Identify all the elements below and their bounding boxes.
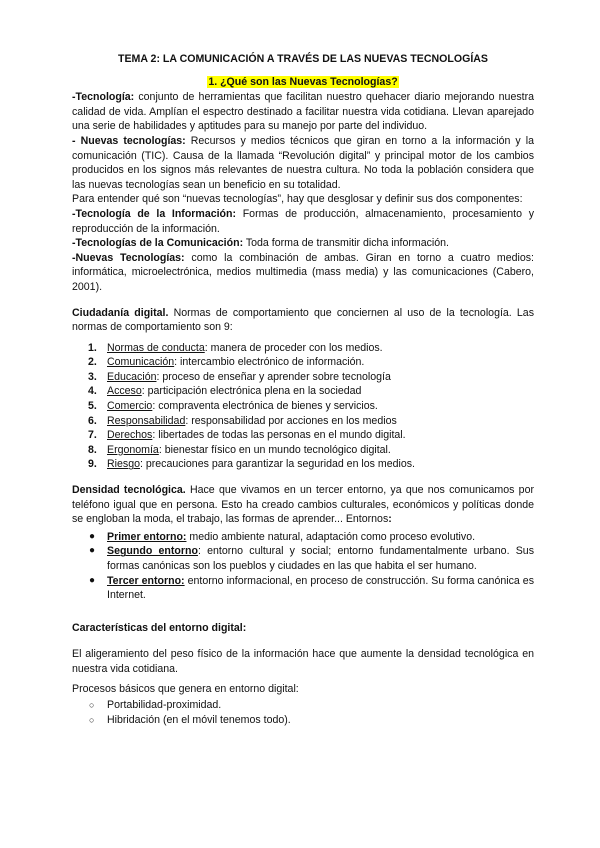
term-tecnologia: -Tecnología: [72,91,135,104]
paragraph-ciudadania [72,306,534,335]
list-item [72,544,534,573]
list-number: 4. [88,385,97,398]
list-desc: : bienestar físico en un mundo tecnológico digital. [158,443,391,456]
list-term: Educación [107,370,157,383]
list-number: 1. [88,341,97,354]
list-term: Comunicación [107,356,175,369]
list-desc: : precauciones para garantizar la seguridad en los medios. [139,458,415,471]
text-nuevas-tecnologias: Recursos y medios técnicos que giran en torno a la información y la comunicación (TIC). Causa de la llamada “Revolución digital” y principal motor de los cambios producidos en los signos más relevantes de nuestra cultura. No toda la población considera que las nuevas tecnologías sean un beneficio en su totalidad. [72,134,535,191]
list-desc: : entorno cultural y social; entorno fundamentalmente urbano. Sus formas canónicas son los pueblos y ciudades en las que habita el ser humano. [107,545,534,572]
list-term: Segundo entorno [107,545,198,558]
text-tecnologias-comunicacion: Toda forma de transmitir dicha información. [243,237,449,250]
spacer [72,603,534,621]
bullet-icon: ● [89,530,96,542]
list-item [72,384,534,399]
list-item [72,399,534,414]
paragraph-procesos: Procesos básicos que genera en entorno digital: [72,682,299,695]
text-densidad: Hace que vivamos en un tercer entorno, ya que nos comunicamos por teléfono igual que en persona. Esto ha creado cambios culturales, económicos y políticas donde se engloban la moda, el trabajo, las formas de aprender... Entornos [72,484,534,526]
bullet-icon: ● [89,574,96,586]
entornos-list [72,530,534,603]
term-tecnologias-comunicacion: -Tecnologías de la Comunicación: [72,237,244,250]
paragraph-tecnologias-comunicacion [72,236,534,251]
circle-bullet-icon: ○ [89,700,95,711]
paragraph-aligeramiento: El aligeramiento del peso físico de la información hace que aumente la densidad tecnológica en nuestra vida cotidiana. [72,648,534,675]
list-term: Comercio [107,400,153,413]
list-number: 3. [88,370,97,383]
list-number: 5. [88,400,97,413]
paragraph-densidad [72,483,534,527]
list-item [72,698,534,713]
text-nuevas-tecnologias-2: como la combinación de ambas. Giran en torno a cuatro medios: informática, microelectrónica, medios multimedia (mass media) y las comunicaciones (Cabero, 2001). [72,251,534,293]
term-tecnologia-informacion: -Tecnología de la Información: [72,207,237,220]
list-term: Acceso [107,385,142,398]
list-item [72,341,534,356]
procesos-list [72,698,534,727]
list-item [72,443,534,458]
list-term: Ergonomía [107,443,159,456]
list-number: 6. [88,414,97,427]
list-desc: : manera de proceder con los medios. [204,341,383,354]
list-item [72,370,534,385]
document-page [72,52,534,727]
heading-text: Características del entorno digital: [72,621,247,634]
text-tecnologia-informacion: Formas de producción, almacenamiento, procesamiento y reproducción de la información. [72,207,534,235]
list-number: 9. [88,458,97,471]
section-heading-wrap [72,75,534,90]
list-desc: : compraventa electrónica de bienes y servicios. [152,400,378,413]
list-item [72,414,534,429]
list-item [72,713,534,728]
list-term: Tercer entorno: [107,574,185,587]
list-desc: : proceso de enseñar y aprender sobre tecnología [156,370,391,383]
list-desc: medio ambiente natural, adaptación como proceso evolutivo. [186,530,476,543]
text-tecnologia: conjunto de herramientas que facilitan nuestro quehacer diario mejorando nuestra calidad de vida. Amplían el espectro destinado a facilitar nuestra vida cotidiana. Llevan aparejado una serie de habilidades y aptitudes para su manejo por parte del individuo. [72,91,534,133]
paragraph-nuevas-tecnologias-2 [72,251,534,295]
spacer [72,295,534,306]
text-ciudadania: Normas de comportamiento que conciernen al uso de la tecnología. Las normas de comportamiento son 9: [72,306,534,334]
list-item [72,355,534,370]
bullet-icon: ● [89,545,96,557]
list-item [72,457,534,472]
list-text: Portabilidad-proximidad. [107,699,222,712]
list-term: Riesgo [107,458,140,471]
list-desc: entorno informacional, en proceso de construcción. Su forma canónica es Internet. [107,574,534,602]
list-item [72,530,534,545]
spacer [72,635,534,647]
list-term: Normas de conducta [107,341,205,354]
paragraph-tecnologia [72,90,534,134]
list-desc: : responsabilidad por acciones en los medios [185,414,397,427]
list-desc: : intercambio electrónico de información. [174,356,365,369]
list-term: Responsabilidad [107,414,186,427]
page-title: TEMA 2: LA COMUNICACIÓN A TRAVÉS DE LAS NUEVAS TECNOLOGÍAS [117,53,488,65]
normas-list [72,341,534,472]
list-text: Hibridación (en el móvil tenemos todo). [107,713,291,726]
list-number: 8. [88,443,97,456]
circle-bullet-icon: ○ [89,714,95,725]
section-heading: 1. ¿Qué son las Nuevas Tecnologías? [208,75,398,88]
list-desc: : libertades de todas las personas en el mundo digital. [152,429,406,442]
term-densidad: Densidad tecnológica. [72,484,186,497]
list-item [72,428,534,443]
list-number: 2. [88,356,97,369]
paragraph-tecnologia-informacion [72,207,534,236]
term-nuevas-tecnologias: - Nuevas tecnologías: [72,134,186,147]
densidad-colon: : [388,513,392,526]
paragraph-nuevas-tecnologias [72,134,534,192]
spacer [72,472,534,483]
term-ciudadania: Ciudadanía digital. [72,306,169,319]
list-term: Derechos [107,429,153,442]
paragraph-para-entender: Para entender qué son “nuevas tecnologías”, hay que desglosar y definir sus dos componentes: [72,193,523,206]
caracteristicas-heading [72,621,534,636]
list-desc: : participación electrónica plena en la sociedad [141,385,362,398]
list-term: Primer entorno: [107,530,187,543]
list-item [72,574,534,603]
term-nuevas-tecnologias-2: -Nuevas Tecnologías: [72,251,185,264]
list-number: 7. [88,429,97,442]
